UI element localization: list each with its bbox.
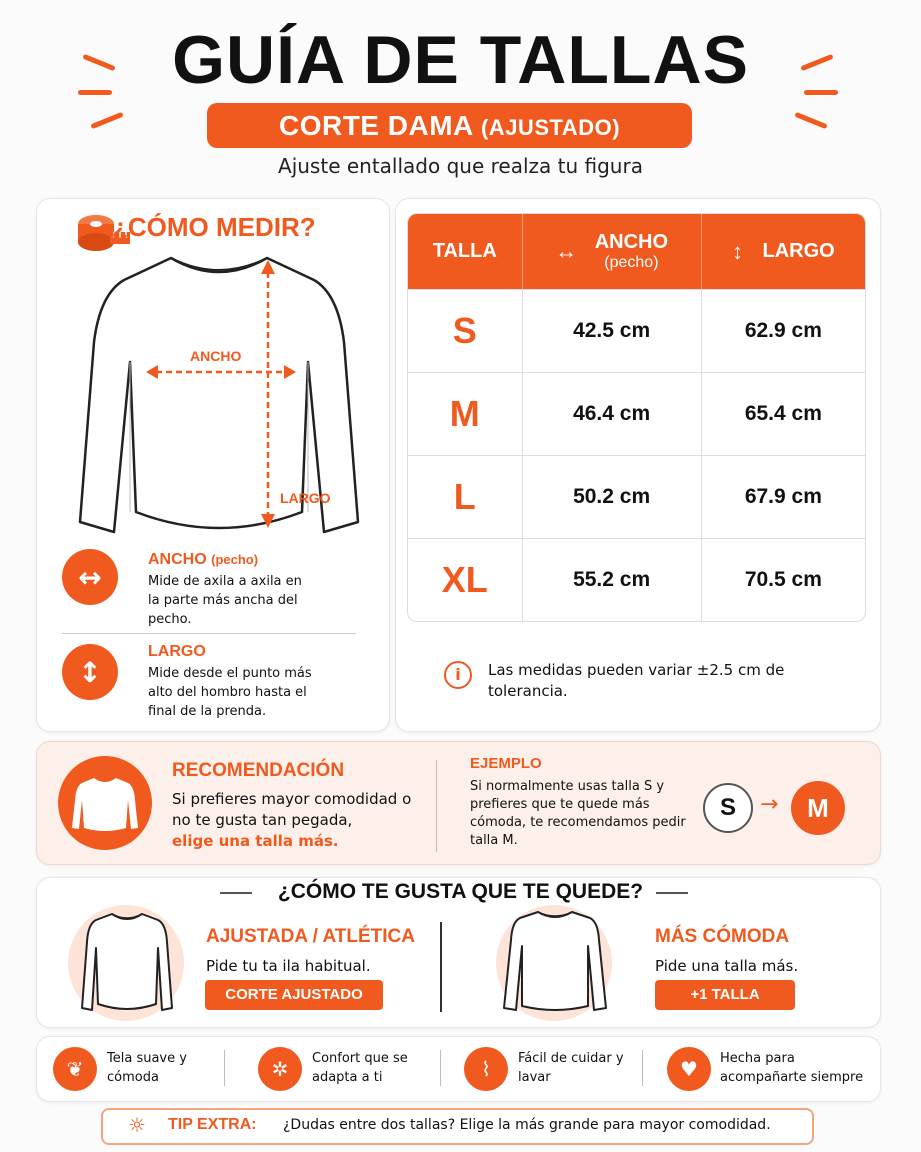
table-row [408,538,865,621]
width-head-note: (pecho) [211,552,259,567]
fit-option1-text: Pide tu ta ila habitual. [206,957,371,975]
table-row [408,455,865,538]
col-length-header [702,214,865,289]
decor-ray [794,112,827,129]
garment-length-label: LARGO [280,490,331,506]
loose-shirt-icon [498,908,612,1016]
tip-text: ¿Dudas entre dos tallas? Elige la más grande para mayor comodidad. [283,1117,771,1133]
measure-title: ¿CÓMO MEDIR? [112,212,316,242]
length-cell: 62.9 cm [702,289,865,372]
width-definition-title [148,551,258,569]
banner-main: CORTE DAMA [278,110,473,141]
size-cell: M [408,372,523,455]
divider [440,1050,441,1086]
info-icon: i [444,661,472,689]
recommendation-body: Si prefieres mayor comodidad o no te gusta tan pegada, [172,790,412,829]
page-subtitle: Ajuste entallado que realza tu figura [278,154,643,178]
length-cell: 65.4 cm [702,372,865,455]
width-cell: 50.2 cm [523,455,702,538]
fit-title: ¿CÓMO TE GUSTA QUE TE QUEDE? [277,880,644,903]
arrow-right-icon: → [760,792,779,817]
heart-icon: ♥ [667,1047,711,1091]
width-head: ANCHO [148,551,207,568]
divider [436,760,437,852]
width-cell: 42.5 cm [523,289,702,372]
length-cell: 67.9 cm [702,455,865,538]
divider [642,1050,643,1086]
col-length-label: LARGO [762,240,835,262]
length-definition-title: LARGO [148,643,206,660]
width-cell: 46.4 cm [523,372,702,455]
size-cell: S [408,289,523,372]
plus-one-size-badge: +1 TALLA [655,980,795,1010]
size-table [407,213,866,622]
feature-text: Fácil de cuidar y lavar [518,1051,624,1085]
divider [224,1050,225,1086]
size-cell: L [408,455,523,538]
example-title: EJEMPLO [470,755,542,772]
table-row [408,372,865,455]
from-size-badge: S [703,783,753,833]
length-definition-text: Mide desde el punto más alto del hombro hasta el final de la prenda. [148,666,312,719]
recommendation-text [172,789,412,852]
length-cell: 70.5 cm [702,538,865,621]
width-cell: 55.2 cm [523,538,702,621]
example-text: Si normalmente usas talla S y prefieres que te quede más cómoda, te recomendamos pedir talla M. [470,779,686,848]
fit-option2-text: Pide una talla más. [655,957,799,975]
fit-option1-title: AJUSTADA / ATLÉTICA [206,926,415,947]
banner-paren: (AJUSTADO) [480,115,621,140]
divider [440,922,442,1012]
to-size-badge: M [791,781,845,835]
size-cell: XL [408,538,523,621]
feature-text: Hecha para acompañarte siempre [720,1051,864,1085]
shirt-icon [58,756,152,850]
fitted-shirt-icon [72,910,182,1015]
recommendation-title: RECOMENDACIÓN [172,760,345,781]
col-width-unit: (pecho) [604,254,659,271]
cut-banner [207,103,692,148]
col-size-header: TALLA [408,214,523,289]
tip-label: TIP EXTRA: [168,1116,257,1133]
recommendation-card [36,741,881,865]
feature-text: Tela suave y cómoda [107,1051,187,1085]
width-arrows-icon: ↔ [555,238,578,264]
table-row [408,289,865,372]
tolerance-note: Las medidas pueden variar ±2.5 cm de tolerancia. [488,661,785,700]
fitted-cut-badge: CORTE AJUSTADO [205,980,383,1010]
lightbulb-icon: ☼ [128,1113,146,1137]
col-width-label: ANCHO [594,231,669,253]
feature-text: Confort que se adapta a ti [312,1051,408,1085]
stretch-icon: ✲ [258,1047,302,1091]
recommendation-emphasis: elige una talla más. [172,832,339,850]
width-definition-text: Mide de axila a axila en la parte más ancha del pecho. [148,574,302,627]
col-width-header [523,214,702,289]
leaf-icon: ❦ [53,1047,97,1091]
decor-ray [90,112,123,129]
divider [62,633,356,634]
length-arrows-icon: ↕ [731,238,743,264]
fit-option2-title: MÁS CÓMODA [655,926,790,947]
width-arrows-icon: ↔ [62,549,118,605]
garment-width-label: ANCHO [190,348,242,364]
page-title: GUÍA DE TALLAS [172,22,749,98]
wash-icon: ⌇ [464,1047,508,1091]
length-arrows-icon: ↕ [62,644,118,700]
